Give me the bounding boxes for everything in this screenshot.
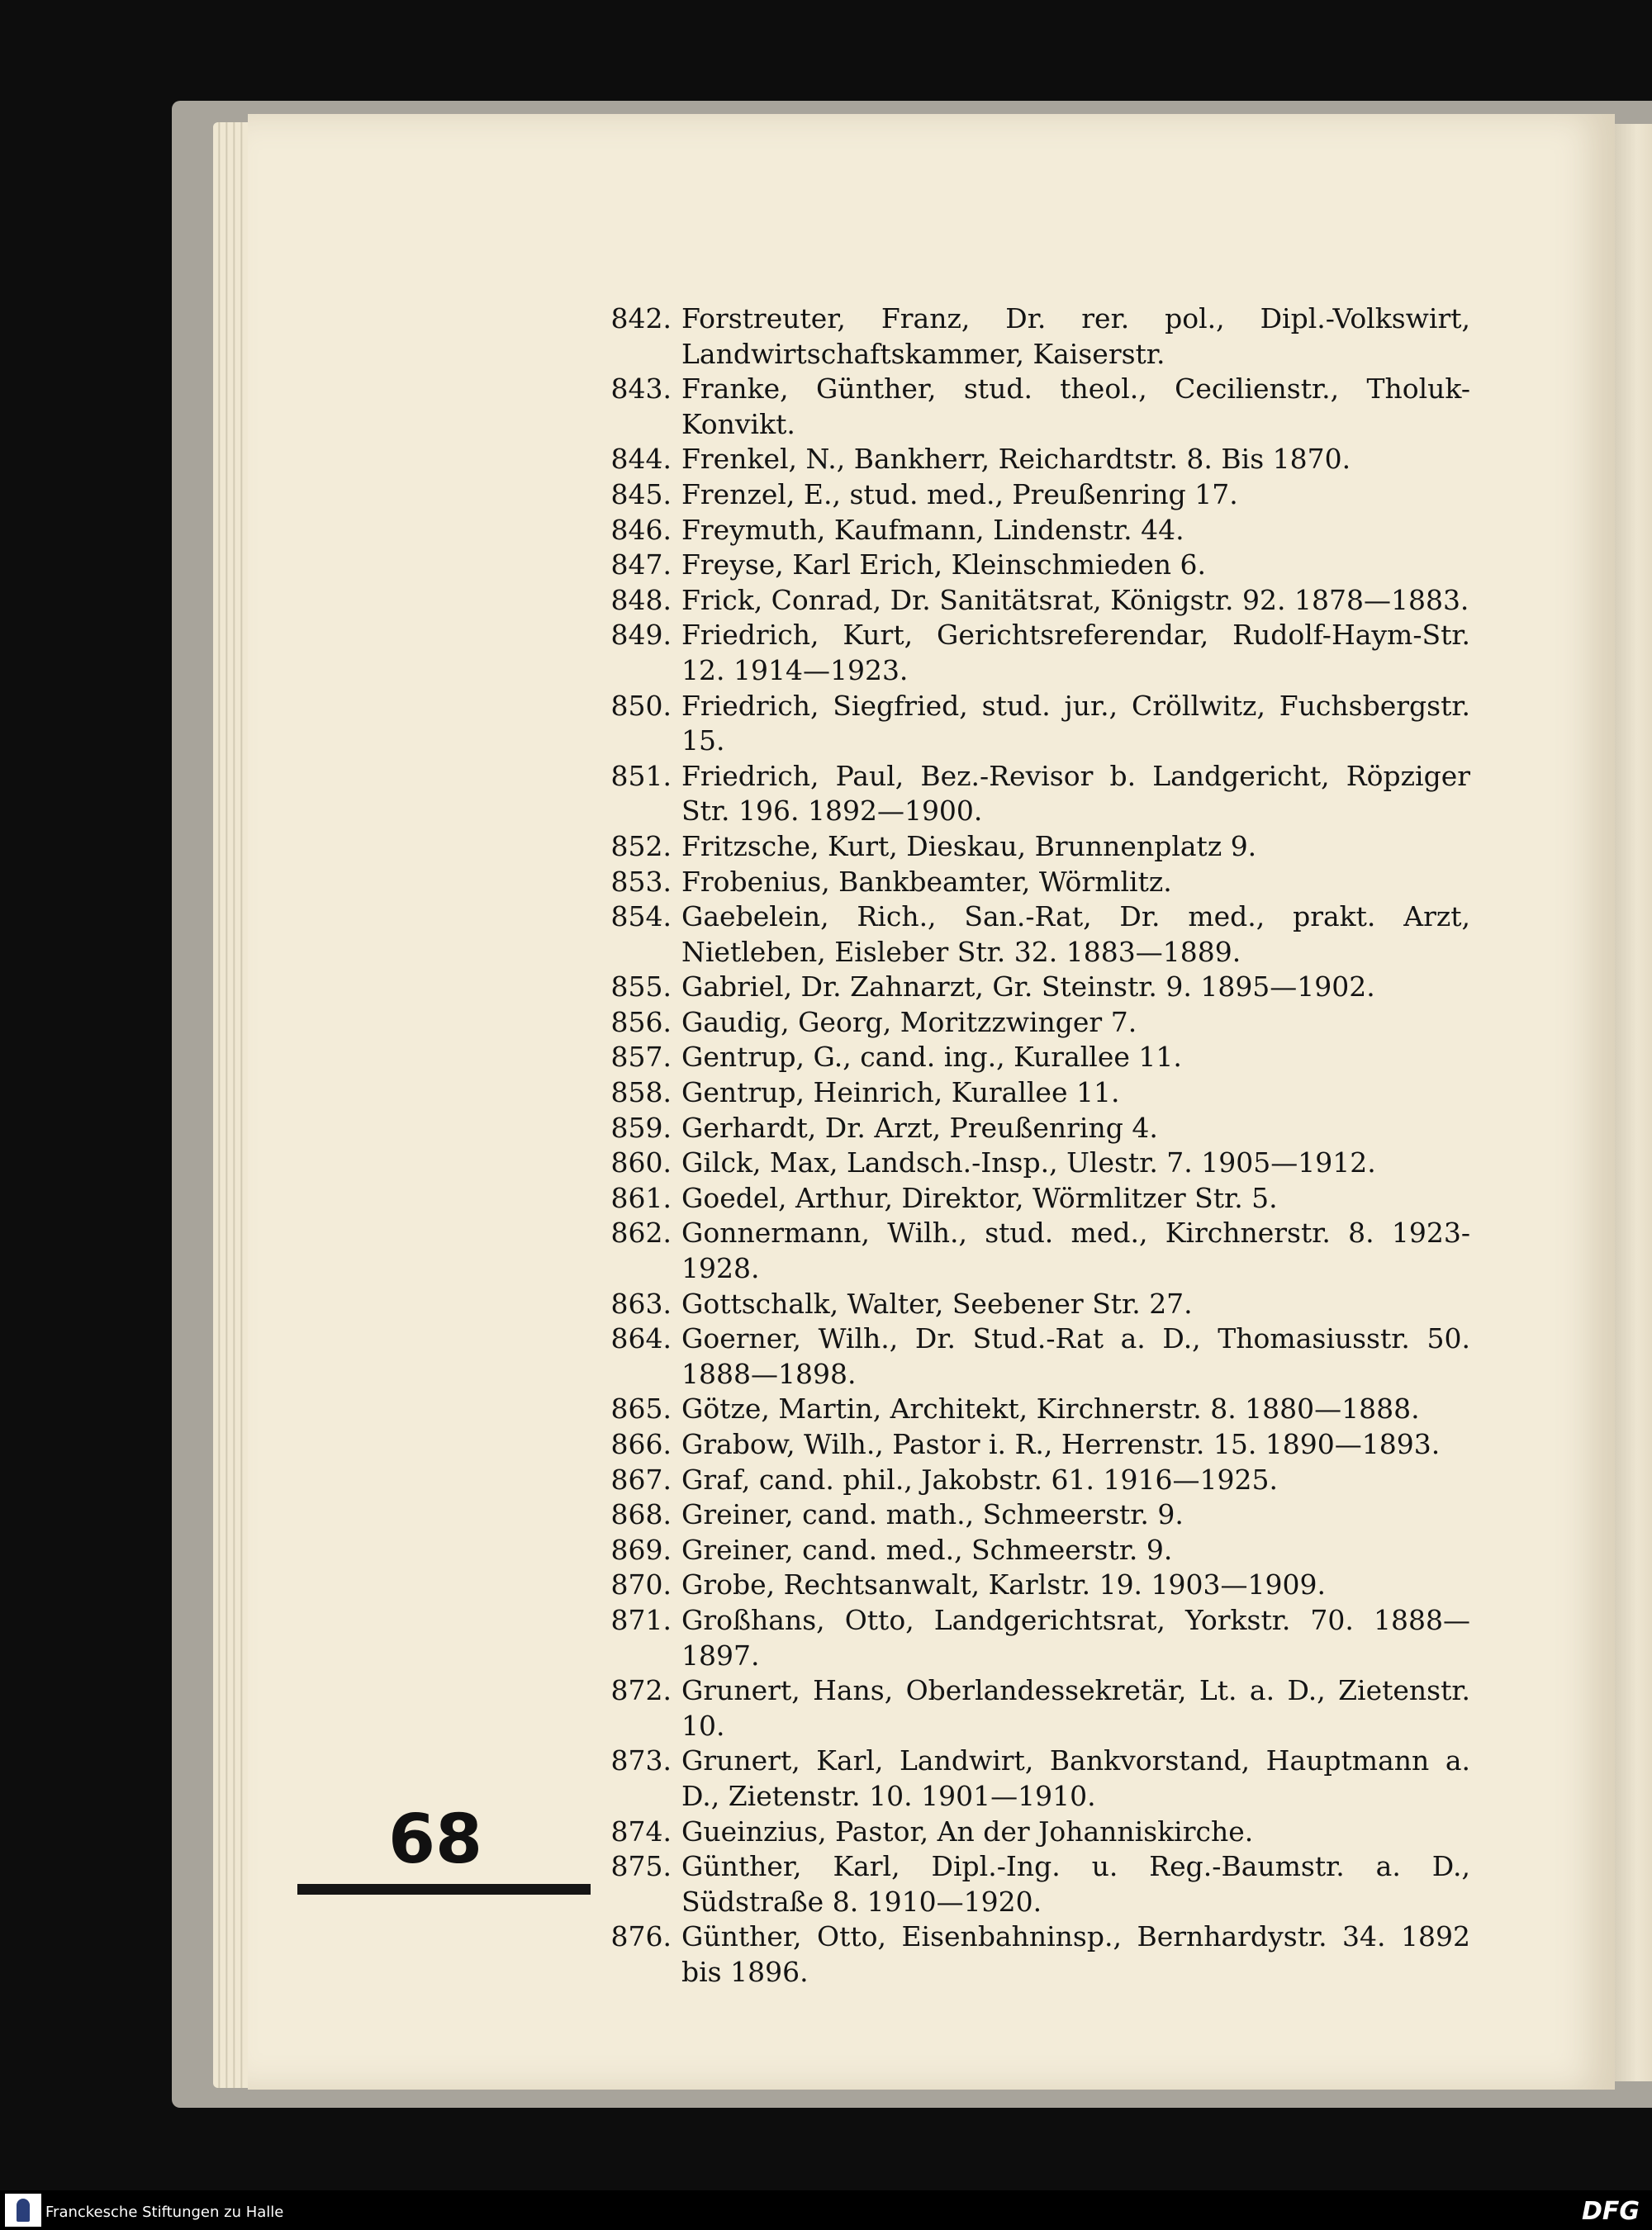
list-item xyxy=(582,372,1470,442)
entry-text: Gaudig, Georg, Moritzzwinger 7. xyxy=(681,1005,1137,1038)
list-item xyxy=(582,865,1470,900)
institution-logo-icon[interactable] xyxy=(5,2194,41,2227)
list-item xyxy=(582,689,1470,759)
entry-number: 870. xyxy=(610,1568,672,1601)
entry-number: 867. xyxy=(610,1463,672,1496)
entry-text: Gaebelein, Rich., San.-Rat, Dr. med., prakt. Arzt, Nietleben, Eisleber Str. 32. 1883—1889. xyxy=(681,900,1470,968)
institution-name: Franckesche Stiftungen zu Halle xyxy=(45,2204,284,2221)
list-item xyxy=(582,1146,1470,1181)
list-item xyxy=(582,1919,1470,1990)
entry-number: 871. xyxy=(610,1603,672,1636)
entry-text: Gonnermann, Wilh., stud. med., Kirchnerstr. 8. 1923-1928. xyxy=(681,1217,1470,1285)
entry-text: Götze, Martin, Architekt, Kirchnerstr. 8. 1880—1888. xyxy=(681,1393,1420,1426)
page-number: 68 xyxy=(388,1801,483,1879)
entry-number: 847. xyxy=(610,548,672,581)
entry-text: Frenzel, E., stud. med., Preußenring 17. xyxy=(681,477,1238,510)
entry-number: 863. xyxy=(610,1287,672,1320)
list-item xyxy=(582,1849,1470,1919)
entry-number: 868. xyxy=(610,1498,672,1531)
entry-text: Gottschalk, Walter, Seebener Str. 27. xyxy=(681,1287,1193,1320)
entry-text: Franke, Günther, stud. theol., Cecilienstr., Tholuk-Konvikt. xyxy=(681,372,1470,440)
entry-text: Goerner, Wilh., Dr. Stud.-Rat a. D., Thomasiusstr. 50. 1888—1898. xyxy=(681,1322,1470,1390)
entry-number: 872. xyxy=(610,1674,672,1707)
list-item xyxy=(582,1216,1470,1286)
entry-number: 860. xyxy=(610,1146,672,1179)
entry-text: Forstreuter, Franz, Dr. rer. pol., Dipl.-Volkswirt, Landwirtschaftskammer, Kaiserstr. xyxy=(681,302,1470,370)
entry-text: Grunert, Karl, Landwirt, Bankvorstand, Hauptmann a. D., Zietenstr. 10. 1901—1910. xyxy=(681,1744,1470,1812)
entry-text: Gerhardt, Dr. Arzt, Preußenring 4. xyxy=(681,1111,1158,1144)
entry-number: 853. xyxy=(610,865,672,898)
list-item xyxy=(582,1463,1470,1498)
entry-number: 843. xyxy=(610,372,672,406)
entry-text: Frobenius, Bankbeamter, Wörmlitz. xyxy=(681,865,1172,898)
entry-number: 855. xyxy=(610,970,672,1004)
list-item xyxy=(582,513,1470,548)
list-item xyxy=(582,548,1470,583)
entry-number: 861. xyxy=(610,1181,672,1214)
entry-number: 845. xyxy=(610,477,672,510)
list-item xyxy=(582,759,1470,829)
entry-number: 849. xyxy=(610,619,672,652)
entry-text: Grobe, Rechtsanwalt, Karlstr. 19. 1903—1909. xyxy=(681,1568,1326,1601)
entry-number: 848. xyxy=(610,583,672,616)
entry-text: Günther, Karl, Dipl.-Ing. u. Reg.-Baumstr. a. D., Südstraße 8. 1910—1920. xyxy=(681,1850,1470,1918)
entry-text: Goedel, Arthur, Direktor, Wörmlitzer Str. 5. xyxy=(681,1181,1278,1214)
next-page-edge xyxy=(1615,124,1652,2081)
entry-number: 864. xyxy=(610,1322,672,1355)
list-item xyxy=(582,1744,1470,1814)
list-item xyxy=(582,970,1470,1005)
list-item xyxy=(582,1181,1470,1217)
entry-number: 842. xyxy=(610,302,672,334)
entry-text: Freymuth, Kaufmann, Lindenstr. 44. xyxy=(681,513,1184,546)
list-item xyxy=(582,1568,1470,1603)
list-item xyxy=(582,1321,1470,1392)
list-item xyxy=(582,1111,1470,1146)
list-item xyxy=(582,1392,1470,1427)
entry-text: Gabriel, Dr. Zahnarzt, Gr. Steinstr. 9. 1895—1902. xyxy=(681,970,1375,1004)
entry-number: 846. xyxy=(610,513,672,546)
entry-number: 850. xyxy=(610,689,672,722)
list-item xyxy=(582,1427,1470,1463)
entry-number: 857. xyxy=(610,1041,672,1074)
entry-number: 851. xyxy=(610,759,672,792)
list-item xyxy=(582,442,1470,477)
entry-text: Grabow, Wilh., Pastor i. R., Herrenstr. 15. 1890—1893. xyxy=(681,1428,1441,1460)
entry-number: 862. xyxy=(610,1217,672,1250)
entry-number: 875. xyxy=(610,1850,672,1883)
entry-number: 873. xyxy=(610,1744,672,1777)
entry-text: Greiner, cand. med., Schmeerstr. 9. xyxy=(681,1533,1173,1566)
entry-number: 876. xyxy=(610,1920,672,1953)
list-item xyxy=(582,899,1470,970)
entry-text: Großhans, Otto, Landgerichtsrat, Yorkstr. 70. 1888—1897. xyxy=(681,1603,1470,1672)
entry-number: 858. xyxy=(610,1076,672,1109)
entry-text: Frenkel, N., Bankherr, Reichardtstr. 8. Bis 1870. xyxy=(681,443,1351,476)
entry-text: Gentrup, Heinrich, Kurallee 11. xyxy=(681,1076,1120,1109)
list-item xyxy=(582,1497,1470,1533)
entry-number: 874. xyxy=(610,1815,672,1848)
list-item xyxy=(582,1533,1470,1568)
entry-text: Frick, Conrad, Dr. Sanitätsrat, Königstr. 92. 1878—1883. xyxy=(681,583,1469,616)
entry-text: Fritzsche, Kurt, Dieskau, Brunnenplatz 9. xyxy=(681,829,1257,862)
entry-number: 854. xyxy=(610,900,672,933)
entry-text: Freyse, Karl Erich, Kleinschmieden 6. xyxy=(681,548,1207,581)
dfg-logo: DFG xyxy=(1581,2197,1640,2226)
entry-text: Friedrich, Paul, Bez.-Revisor b. Landgericht, Röpziger Str. 196. 1892—1900. xyxy=(681,759,1470,828)
list-item xyxy=(582,301,1470,372)
list-item xyxy=(582,618,1470,688)
footer-rule xyxy=(297,1884,591,1895)
list-item xyxy=(582,1075,1470,1111)
entry-text: Graf, cand. phil., Jakobstr. 61. 1916—1925. xyxy=(681,1463,1278,1496)
list-item xyxy=(582,477,1470,513)
entry-number: 866. xyxy=(610,1428,672,1460)
list-item xyxy=(582,1815,1470,1850)
entry-text: Friedrich, Siegfried, stud. jur., Cröllwitz, Fuchsbergstr. 15. xyxy=(681,689,1470,757)
list-item xyxy=(582,829,1470,865)
list-item xyxy=(582,1673,1470,1744)
entry-text: Gueinzius, Pastor, An der Johanniskirche. xyxy=(681,1815,1254,1848)
list-item xyxy=(582,1005,1470,1041)
list-item xyxy=(582,1603,1470,1673)
entry-number: 852. xyxy=(610,829,672,862)
entry-text: Gentrup, G., cand. ing., Kurallee 11. xyxy=(681,1041,1182,1074)
entry-text: Friedrich, Kurt, Gerichtsreferendar, Rudolf-Haym-Str. 12. 1914—1923. xyxy=(681,619,1470,686)
entry-text: Grunert, Hans, Oberlandessekretär, Lt. a. D., Zietenstr. 10. xyxy=(681,1674,1470,1742)
entry-text: Gilck, Max, Landsch.-Insp., Ulestr. 7. 1905—1912. xyxy=(681,1146,1376,1179)
entry-number: 856. xyxy=(610,1005,672,1038)
entry-text: Greiner, cand. math., Schmeerstr. 9. xyxy=(681,1498,1184,1531)
entry-number: 869. xyxy=(610,1533,672,1566)
list-item xyxy=(582,1287,1470,1322)
entry-text: Günther, Otto, Eisenbahninsp., Bernhardystr. 34. 1892 bis 1896. xyxy=(681,1920,1470,1988)
list-item xyxy=(582,583,1470,619)
entry-number: 844. xyxy=(610,443,672,476)
list-item xyxy=(582,1040,1470,1075)
entry-number: 865. xyxy=(610,1393,672,1426)
entry-list xyxy=(582,301,1470,1990)
entry-number: 859. xyxy=(610,1111,672,1144)
